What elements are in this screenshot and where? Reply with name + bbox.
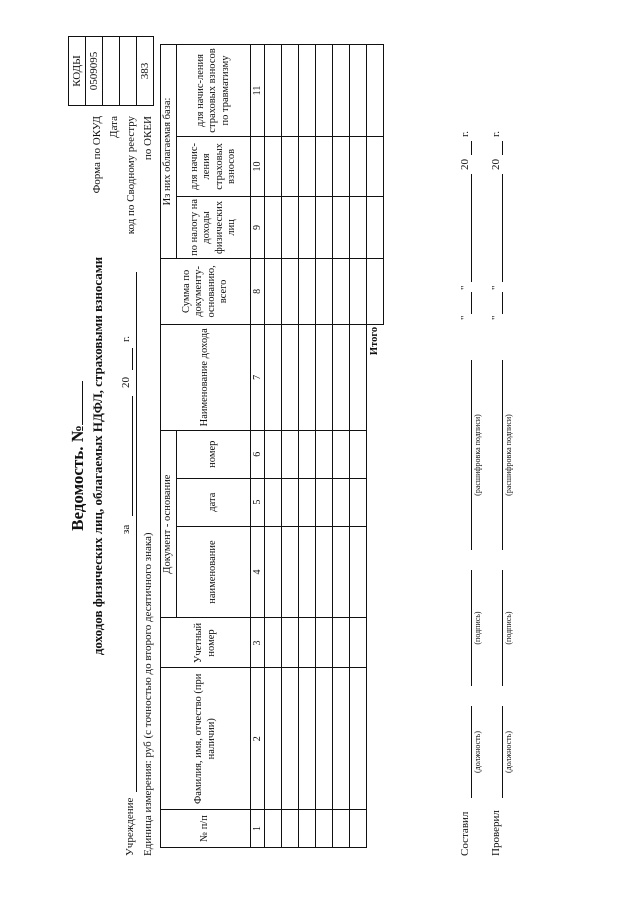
table-row bbox=[282, 45, 299, 848]
header-name: Фамилия, имя, отчество (при наличии) bbox=[161, 668, 251, 810]
position-caption: (должность) bbox=[473, 731, 482, 773]
header-income-name: Наименование дохода bbox=[161, 324, 251, 430]
header-base-ins: для начис-ления страховых взносов bbox=[177, 136, 251, 196]
checked-year-line bbox=[502, 141, 503, 155]
period-year-prefix: 20 bbox=[120, 377, 132, 388]
header-base-ndfl: по налогу на доходы физических лиц bbox=[177, 196, 251, 258]
col-number: 6 bbox=[251, 430, 265, 478]
rotated-form bbox=[68, 48, 528, 856]
col-number: 8 bbox=[251, 258, 265, 324]
okei-label: по ОКЕИ bbox=[142, 116, 154, 161]
period-blank bbox=[132, 396, 133, 516]
total-ndfl bbox=[367, 196, 384, 258]
document-subtitle: доходов физических лиц, облагаемых НДФЛ, страховыми взносами bbox=[90, 256, 105, 656]
table-row bbox=[333, 45, 350, 848]
position-caption: (должность) bbox=[504, 731, 513, 773]
decode-caption: (расшифровка подписи) bbox=[504, 414, 513, 496]
total-row bbox=[367, 45, 384, 848]
compiled-position-line bbox=[471, 706, 472, 798]
compiled-day-line bbox=[471, 292, 472, 314]
codes-block bbox=[68, 36, 154, 106]
period-year-blank bbox=[132, 348, 133, 370]
compiled-label: Составил bbox=[459, 811, 471, 856]
title-text: Ведомость. № bbox=[68, 425, 87, 531]
col-number: 4 bbox=[251, 526, 265, 618]
decode-caption: (расшифровка подписи) bbox=[473, 414, 482, 496]
checked-date-quote-open: " bbox=[490, 315, 502, 320]
checked-year-prefix: 20 bbox=[490, 159, 502, 170]
col-number: 1 bbox=[251, 810, 265, 848]
total-ins bbox=[367, 136, 384, 196]
header-doc-date: дата bbox=[177, 478, 251, 526]
compiled-year-line bbox=[471, 141, 472, 155]
okei-value: 383 bbox=[137, 37, 154, 106]
okud-label: Форма по ОКУД bbox=[91, 116, 103, 194]
col-number: 10 bbox=[251, 136, 265, 196]
institution-label: Учреждение bbox=[124, 797, 136, 856]
signature-caption: (подпись) bbox=[473, 611, 482, 645]
compiled-year-suffix: г. bbox=[459, 130, 471, 137]
title-number-blank bbox=[68, 381, 83, 425]
total-label: Итого bbox=[369, 326, 381, 356]
checked-decode-line bbox=[502, 360, 503, 550]
unit-label: Единица измерения: руб (с точностью до второго десятичного знака) bbox=[142, 532, 154, 856]
compiled-month-line bbox=[471, 174, 472, 282]
total-injury bbox=[367, 45, 384, 137]
date-label: Дата bbox=[108, 116, 120, 138]
table-row bbox=[299, 45, 316, 848]
compiled-decode-line bbox=[471, 360, 472, 550]
checked-date-quote-close: " bbox=[490, 285, 502, 290]
header-base-injury: для начис-ления страховых взносов по травматизму bbox=[177, 45, 251, 137]
header-base-group: Из них облагаемая база: bbox=[161, 45, 177, 259]
col-number: 9 bbox=[251, 196, 265, 258]
checked-day-line bbox=[502, 292, 503, 314]
document-title bbox=[68, 56, 88, 856]
income-table bbox=[160, 44, 384, 848]
compiled-year-prefix: 20 bbox=[459, 159, 471, 170]
header-account: Учетный номер bbox=[161, 618, 251, 668]
period-year-suffix: г. bbox=[120, 335, 132, 342]
col-number: 3 bbox=[251, 618, 265, 668]
col-number: 5 bbox=[251, 478, 265, 526]
okud-value: 0509095 bbox=[86, 37, 103, 106]
col-number: 7 bbox=[251, 324, 265, 430]
codes-header: КОДЫ bbox=[69, 37, 86, 106]
checked-position-line bbox=[502, 706, 503, 798]
registry-label: код по Сводному реестру bbox=[125, 116, 137, 235]
header-num: № п/п bbox=[161, 810, 251, 848]
checked-signature-line bbox=[502, 570, 503, 686]
period-prefix: за bbox=[120, 524, 132, 534]
col-number: 11 bbox=[251, 45, 265, 137]
date-value bbox=[103, 37, 120, 106]
signature-caption: (подпись) bbox=[504, 611, 513, 645]
table-row bbox=[350, 45, 367, 848]
registry-value bbox=[120, 37, 137, 106]
header-doc-group: Документ - основание bbox=[161, 430, 177, 618]
compiled-date-quote-close: " bbox=[459, 285, 471, 290]
header-doc-number: номер bbox=[177, 430, 251, 478]
checked-year-suffix: г. bbox=[490, 130, 502, 137]
compiled-date-quote-open: " bbox=[459, 315, 471, 320]
checked-month-line bbox=[502, 174, 503, 282]
total-amount bbox=[367, 258, 384, 324]
checked-label: Проверил bbox=[490, 810, 502, 856]
col-number: 2 bbox=[251, 668, 265, 810]
table-row bbox=[316, 45, 333, 848]
institution-blank bbox=[136, 272, 137, 792]
table-row bbox=[265, 45, 282, 848]
header-doc-name: наименование bbox=[177, 526, 251, 618]
compiled-signature-line bbox=[471, 570, 472, 686]
header-amount: Сумма по документу-основанию, всего bbox=[161, 258, 251, 324]
